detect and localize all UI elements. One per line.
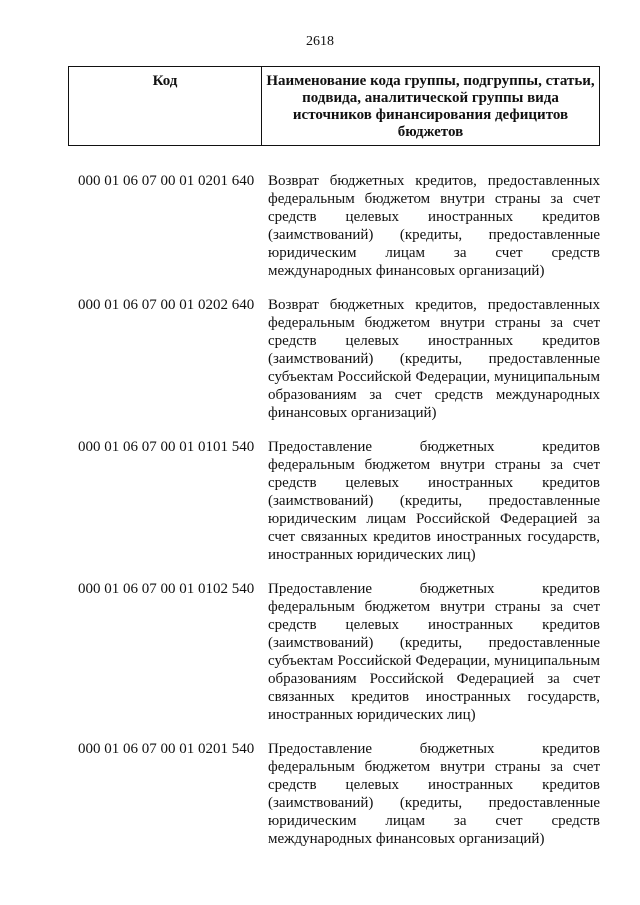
row-code: 000 01 06 07 00 01 0201 640	[78, 173, 255, 189]
row-description: Предоставление бюджетных кредитов федеральным бюджетом внутри страны за счет средств целевых иностранных кредитов (заимствований) (кредиты, предоставленные субъектам Российской Федерации, муниципальным образованиям Российской Федерацией за счет связанных кредитов иностранных государств, иностранных юридических лиц)	[268, 581, 600, 723]
page-number: 2618	[306, 34, 334, 49]
table-header	[68, 66, 600, 146]
row-code: 000 01 06 07 00 01 0202 640	[78, 297, 255, 313]
row-description: Предоставление бюджетных кредитов федеральным бюджетом внутри страны за счет средств целевых иностранных кредитов (заимствований) (кредиты, предоставленные юридическим лицам за счет средств международных финансовых организаций)	[268, 741, 600, 847]
row-code: 000 01 06 07 00 01 0101 540	[78, 439, 255, 455]
code-list	[0, 172, 640, 864]
table-row	[0, 296, 640, 422]
row-description: Возврат бюджетных кредитов, предоставленных федеральным бюджетом внутри страны за счет средств целевых иностранных кредитов (заимствований) (кредиты, предоставленные юридическим лицам за счет средств международных финансовых организаций)	[268, 173, 600, 279]
header-code-column: Код	[69, 67, 262, 145]
table-row	[0, 172, 640, 280]
row-code: 000 01 06 07 00 01 0102 540	[78, 581, 255, 597]
header-name-column: Наименование кода группы, подгруппы, статьи, подвида, аналитической группы вида источников финансирования дефицитов бюджетов	[266, 73, 595, 140]
row-code: 000 01 06 07 00 01 0201 540	[78, 741, 255, 757]
row-description: Предоставление бюджетных кредитов федеральным бюджетом внутри страны за счет средств целевых иностранных кредитов (заимствований) (кредиты, предоставленные юридическим лицам Российской Федерацией за счет связанных кредитов иностранных государств, иностранных юридических лиц)	[268, 439, 600, 563]
table-row	[0, 740, 640, 848]
table-row	[0, 580, 640, 724]
row-description: Возврат бюджетных кредитов, предоставленных федеральным бюджетом внутри страны за счет средств целевых иностранных кредитов (заимствований) (кредиты, предоставленные субъектам Российской Федерации, муниципальным образованиям за счет средств международных финансовых организаций)	[268, 297, 600, 421]
table-row	[0, 438, 640, 564]
